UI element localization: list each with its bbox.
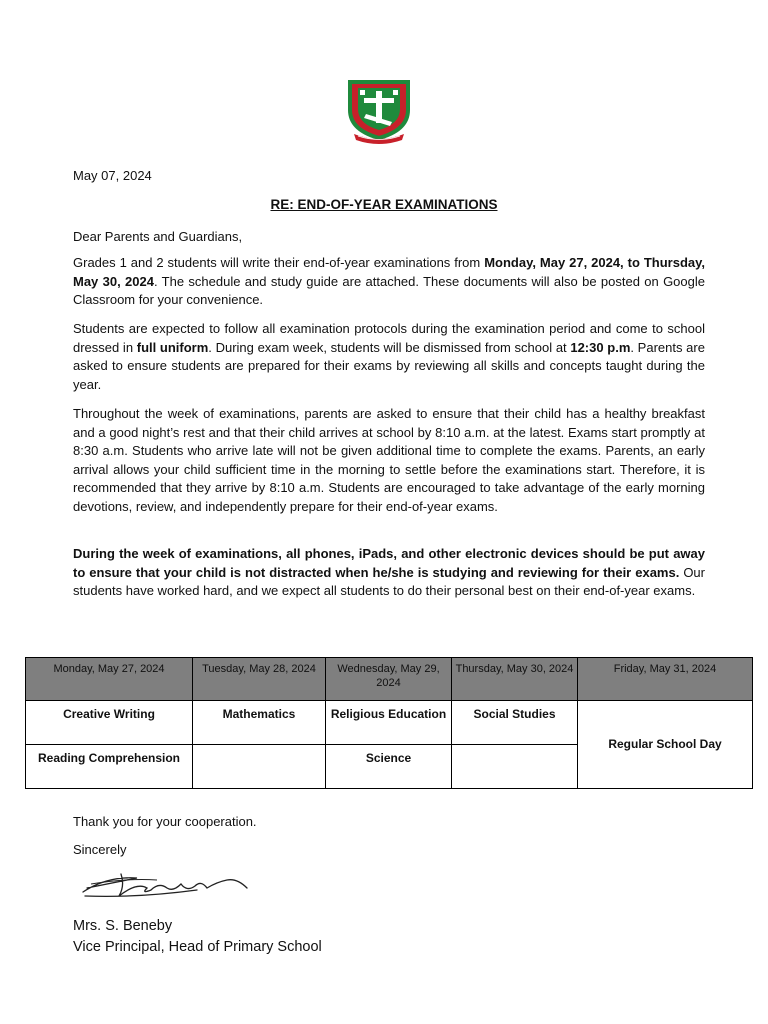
salutation: Dear Parents and Guardians, [73, 229, 243, 244]
header-thursday: Thursday, May 30, 2024 [452, 658, 578, 701]
paragraph-devices: During the week of examinations, all phones, iPads, and other electronic devices should be put away to ensure that your child is not distracted when he/she is studying and reviewing for their exams. Our students have worked hard, and we expect all students to do their personal best on their end-of-year exams. [73, 546, 705, 599]
header-monday: Monday, May 27, 2024 [26, 658, 193, 701]
school-crest-logo [346, 76, 412, 144]
cell-monday-1: Creative Writing [26, 701, 193, 745]
letter-date: May 07, 2024 [73, 168, 152, 183]
header-friday: Friday, May 31, 2024 [578, 658, 753, 701]
cell-wednesday-1: Religious Education [326, 701, 452, 745]
cell-friday: Regular School Day [578, 701, 753, 789]
signature-image [77, 868, 257, 902]
cell-thursday-1: Social Studies [452, 701, 578, 745]
letter-subject: RE: END-OF-YEAR EXAMINATIONS [270, 197, 498, 212]
table-row [26, 701, 753, 745]
closing-sincerely: Sincerely [73, 842, 127, 857]
signer-title: Vice Principal, Head of Primary School [73, 939, 322, 955]
cell-tuesday-1: Mathematics [193, 701, 326, 745]
cell-tuesday-2 [193, 745, 326, 789]
cell-thursday-2 [452, 745, 578, 789]
signer-name: Mrs. S. Beneby [73, 918, 173, 934]
paragraph-protocols: Students are expected to follow all examination protocols during the examination period and come to school dressed in full uniform. During exam week, students will be dismissed from school at 12:30 p.m. Parents are asked to ensure students are prepared for their exams by reviewing all skills and concepts taught during the year. [73, 321, 705, 392]
header-wednesday: Wednesday, May 29, 2024 [326, 658, 452, 701]
paragraph-arrival: Throughout the week of examinations, parents are asked to ensure that their child has a healthy breakfast and a good night’s rest and that their child arrives at school by 8:10 a.m. at the latest. Exams start promptly at 8:30 a.m. Students who arrive late will not be given additional time to complete the exams. Parents, an early arrival allows your child sufficient time in the morning to settle before the examinations start. Therefore, it is recommended that they arrive by 8:10 a.m. Students are encouraged to take advantage of the early morning devotions, review, and independently prepare for their end-of-year exams. [73, 406, 705, 514]
paragraph-exam-dates: Grades 1 and 2 students will write their end-of-year examinations from Monday, May 27, 2024, to Thursday, May 30, 2024. The schedule and study guide are attached. These documents will also be posted on Google Classroom for your convenience. [73, 255, 705, 308]
table-header-row [26, 658, 753, 701]
closing-thanks: Thank you for your cooperation. [73, 814, 257, 829]
cell-wednesday-2: Science [326, 745, 452, 789]
cell-monday-2: Reading Comprehension [26, 745, 193, 789]
exam-schedule-table [25, 657, 753, 789]
header-tuesday: Tuesday, May 28, 2024 [193, 658, 326, 701]
